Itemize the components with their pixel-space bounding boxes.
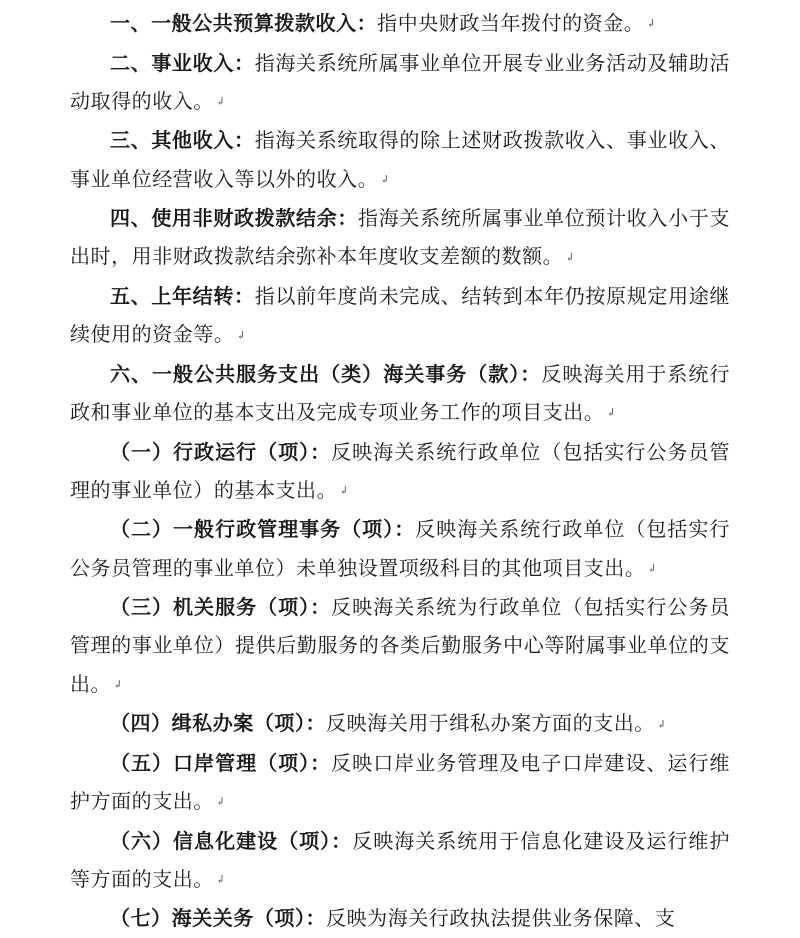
paragraph-non-fiscal-balance: [70, 199, 730, 277]
paragraph-mark-icon: ↲: [215, 873, 226, 887]
paragraph-term: 一、一般公共预算拨款收入：: [110, 11, 378, 35]
paragraph-text: 反映海关用于系统行政和事业单位的基本支出及完成专项业务工作的项目支出。: [70, 361, 730, 424]
paragraph-term: （二）一般行政管理事务（项）：: [110, 517, 416, 542]
paragraph-mark-icon: ↲: [339, 484, 349, 498]
paragraph-mark-icon: ↲: [215, 95, 226, 109]
paragraph-text: 反映海关系统用于信息化建设及运行维护等方面的支出。: [70, 828, 730, 891]
paragraph-text: 反映海关系统行政单位（包括实行公务员管理的事业单位）未单独设置项级科目的其他项目支出。: [70, 517, 731, 580]
paragraph-term: 三、其他收入：: [110, 128, 255, 153]
paragraph-prior-year-carryover: [70, 277, 730, 355]
paragraph-term: （七）海关关务（项）：: [110, 906, 327, 931]
paragraph-mark-icon: ↲: [606, 406, 617, 420]
paragraph-text: 指以前年度尚未完成、结转到本年仍按原规定用途继续使用的资金等。: [70, 283, 730, 347]
paragraph-customs-affairs: [70, 355, 730, 433]
paragraph-text: 指海关系统所属事业单位开展专业业务活动及辅助活动取得的收入。: [70, 50, 730, 113]
paragraph-mark-icon: ↲: [565, 250, 575, 264]
paragraph-general-budget-revenue: [70, 4, 730, 44]
paragraph-term: （四）缉私办案（项）：: [110, 711, 327, 736]
paragraph-anti-smuggling: [70, 704, 730, 744]
paragraph-term: 四、使用非财政拨款结余：: [110, 206, 359, 231]
paragraph-mark-icon: ↲: [647, 561, 658, 575]
paragraph-mark-icon: ↲: [215, 795, 226, 809]
paragraph-general-admin-affairs: [70, 510, 730, 588]
paragraph-business-revenue: [70, 44, 730, 122]
paragraph-mark-icon: ↲: [113, 677, 123, 691]
paragraph-administrative-operation: [70, 433, 730, 511]
paragraph-port-management: [70, 744, 730, 822]
paragraph-customs-business: [70, 899, 730, 937]
paragraph-text: 指海关系统所属事业单位预计收入小于支出时，用非财政拨款结余弥补本年度收支差额的数额。: [70, 206, 730, 269]
paragraph-term: 六、一般公共服务支出（类）海关事务（款）：: [110, 361, 542, 386]
paragraph-agency-services: [70, 588, 730, 704]
paragraph-text: 反映海关系统为行政单位（包括实行公务员管理的事业单位）提供后勤服务的各类后勤服务中心等附属事业单位的支出。: [70, 595, 730, 696]
paragraph-mark-icon: ↲: [380, 172, 391, 186]
paragraph-mark-icon: ↲: [646, 17, 657, 31]
paragraph-other-revenue: [70, 121, 730, 199]
paragraph-text: 反映海关用于缉私办案方面的支出。: [326, 711, 655, 736]
paragraph-term: （三）机关服务（项）：: [110, 595, 332, 620]
paragraph-mark-icon: ↲: [236, 328, 247, 342]
paragraph-text: 反映海关系统行政单位（包括实行公务员管理的事业单位）的基本支出。: [70, 439, 730, 502]
paragraph-mark-icon: ↲: [656, 717, 667, 731]
paragraph-text: 反映为海关行政执法提供业务保障、支: [326, 906, 676, 931]
paragraph-term: （一）行政运行（项）：: [110, 439, 332, 464]
document-body: [70, 4, 730, 938]
paragraph-term: （五）口岸管理（项）：: [110, 750, 332, 775]
paragraph-term: 五、上年结转：: [110, 283, 255, 308]
paragraph-text: 指海关系统取得的除上述财政拨款收入、事业收入、事业单位经营收入等以外的收入。: [70, 128, 730, 191]
paragraph-informatization: [70, 822, 730, 900]
paragraph-text: 反映口岸业务管理及电子口岸建设、运行维护方面的支出。: [70, 750, 730, 813]
paragraph-term: （六）信息化建设（项）：: [110, 828, 353, 853]
paragraph-term: 二、事业收入：: [110, 50, 255, 75]
paragraph-text: 指中央财政当年拨付的资金。: [377, 11, 645, 35]
